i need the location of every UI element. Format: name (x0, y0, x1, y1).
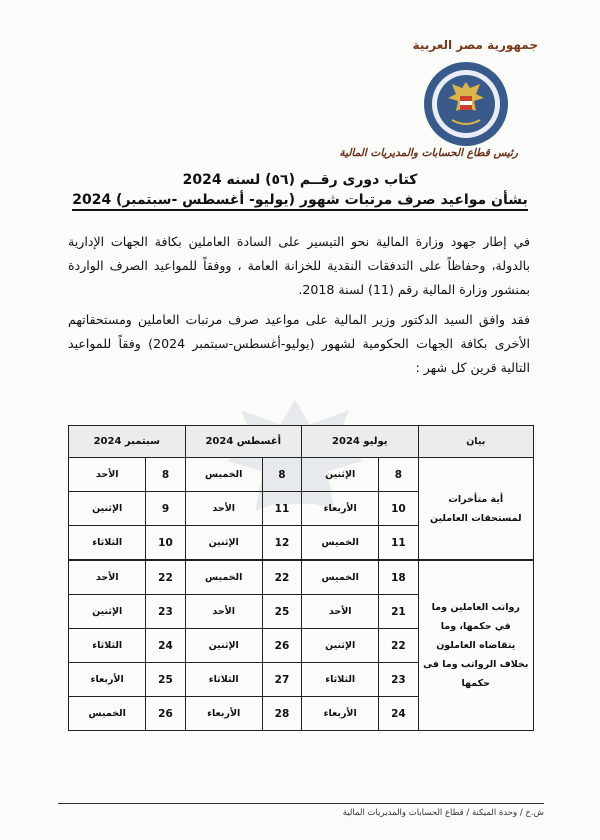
department-name: رئيس قطاع الحسابات والمديريات المالية (339, 147, 518, 159)
header-september: سبتمبر 2024 (69, 426, 186, 458)
country-name: جمهورية مصر العربية (412, 38, 538, 52)
august-day: الإثنين (185, 526, 262, 561)
august-day: الأحد (185, 492, 262, 526)
table-header-row (69, 426, 534, 458)
header-august: أغسطس 2024 (185, 426, 301, 458)
september-day: الإثنين (69, 492, 146, 526)
august-date: 25 (262, 595, 301, 629)
footer-note: ش.خ / وحدة الميكنة / قطاع الحسابات والمديريات المالية (58, 803, 544, 818)
september-date: 10 (146, 526, 185, 561)
july-date: 22 (379, 629, 418, 663)
august-date: 12 (262, 526, 301, 561)
july-day: الثلاثاء (302, 663, 379, 697)
august-day: الأحد (185, 595, 262, 629)
september-day: الأحد (69, 560, 146, 595)
july-date: 10 (379, 492, 418, 526)
july-date: 21 (379, 595, 418, 629)
september-day: الأربعاء (69, 663, 146, 697)
august-day: الخميس (185, 458, 262, 492)
paragraph-intro: في إطار جهود وزارة المالية نحو التيسير على السادة العاملين بكافة الجهات الإدارية بالدولة، وحفاظاً على التدفقات النقدية للخزانة العامة ، ووفقاً للمواعيد الصرف الواردة بمنشور وزارة المالية رقم (11) لسنة 2018. (68, 234, 530, 297)
august-date: 26 (262, 629, 301, 663)
paragraph-approval: فقد وافق السيد الدكتور وزير المالية على مواعيد صرف مرتبات العاملين ومستحقاتهم الأخرى بكافة الجهات الحكومية لشهور (يوليو-أغسطس-سبتمبر 2024) وفقاً للمواعيد التالية قرين كل شهر : (68, 312, 530, 375)
september-day: الأحد (69, 458, 146, 492)
september-date: 9 (146, 492, 185, 526)
august-day: الإثنين (185, 629, 262, 663)
table-row (69, 458, 534, 492)
july-date: 11 (379, 526, 418, 561)
august-date: 27 (262, 663, 301, 697)
august-day: الخميس (185, 560, 262, 595)
header-july: يوليو 2024 (302, 426, 418, 458)
july-day: الأربعاء (302, 492, 379, 526)
september-date: 25 (146, 663, 185, 697)
august-date: 28 (262, 697, 301, 731)
august-day: الأربعاء (185, 697, 262, 731)
july-day: الإثنين (302, 629, 379, 663)
september-day: الخميس (69, 697, 146, 731)
july-day: الإثنين (302, 458, 379, 492)
august-date: 11 (262, 492, 301, 526)
september-day: الثلاثاء (69, 629, 146, 663)
august-day: الثلاثاء (185, 663, 262, 697)
september-date: 23 (146, 595, 185, 629)
subject-text: بشأن مواعيد صرف مرتبات شهور (يوليو- أغسطس -سبتمبر) 2024 (72, 192, 528, 211)
group-salaries-label: رواتب العاملين وما في حكمها، وما يتقاضاه العاملون بخلاف الرواتب وما فى حكمها (418, 560, 533, 731)
august-date: 22 (262, 560, 301, 595)
table-row (69, 560, 534, 595)
september-day: الثلاثاء (69, 526, 146, 561)
july-date: 18 (379, 560, 418, 595)
september-date: 22 (146, 560, 185, 595)
salary-schedule-table (68, 425, 534, 731)
circular-number-title: كتاب دورى رقــم (٥٦) لسنه 2024 (182, 172, 418, 188)
september-date: 26 (146, 697, 185, 731)
september-day: الإثنين (69, 595, 146, 629)
ministry-logo-icon (422, 60, 510, 148)
july-day: الأربعاء (302, 697, 379, 731)
header-statement: بيان (418, 426, 533, 458)
july-day: الخميس (302, 526, 379, 561)
july-day: الأحد (302, 595, 379, 629)
july-date: 24 (379, 697, 418, 731)
july-date: 8 (379, 458, 418, 492)
july-date: 23 (379, 663, 418, 697)
group-arrears-label: أية متأخرات لمستحقات العاملين (418, 458, 533, 561)
july-day: الخميس (302, 560, 379, 595)
circular-subject-title (0, 192, 600, 208)
september-date: 24 (146, 629, 185, 663)
august-date: 8 (262, 458, 301, 492)
september-date: 8 (146, 458, 185, 492)
